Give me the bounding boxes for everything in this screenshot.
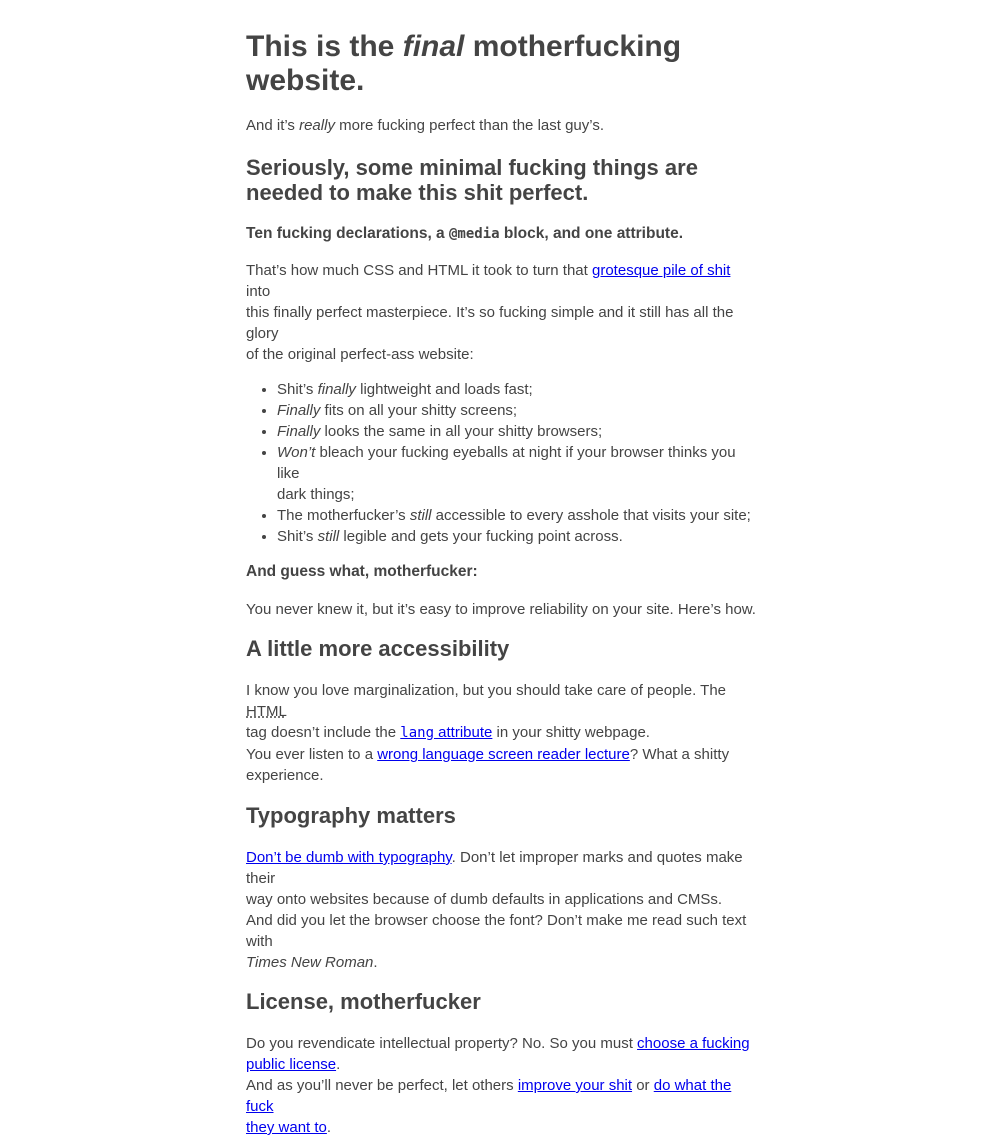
paragraph-text: into [246, 283, 271, 300]
item-text: dark things; [277, 486, 355, 503]
item-text: Shit’s [277, 528, 318, 545]
paragraph-text: of the original perfect-ass website: [246, 346, 474, 363]
list-item [277, 400, 756, 421]
never-knew-paragraph: You never knew it, but it’s easy to improve reliability on your site. Here’s how. [246, 601, 756, 618]
serious-heading [246, 155, 756, 205]
list-item [277, 442, 756, 505]
link-text: they want to [246, 1119, 327, 1136]
paragraph-text: You ever listen to a [246, 746, 378, 763]
thats-how-paragraph [246, 260, 756, 365]
license-paragraph [246, 1033, 756, 1138]
item-text: bleach your fucking eyeballs at night if your browser thinks you like [277, 444, 736, 482]
accessibility-heading: A little more accessibility [246, 636, 510, 661]
license-heading: License, motherfucker [246, 989, 481, 1014]
improve-shit-link[interactable]: improve your shit [517, 1077, 633, 1094]
item-emphasis: Finally [277, 423, 321, 440]
paragraph-text: . [336, 1056, 341, 1073]
heading-text: block, and one attribute. [499, 225, 683, 242]
lang-attribute-link[interactable] [400, 724, 492, 741]
page-title [246, 30, 756, 98]
lang-code: lang [400, 725, 434, 741]
heading-text: needed to make this shit perfect. [246, 180, 589, 205]
paragraph-text: in your shitty webpage. [492, 724, 650, 741]
paragraph-text: tag doesn’t include the [246, 724, 401, 741]
paragraph-text: . [326, 1119, 332, 1136]
title-text: motherfucking [464, 30, 682, 63]
title-emphasis: final [402, 30, 465, 63]
item-text: lightweight and loads fast; [355, 381, 533, 398]
item-text: Shit’s [277, 381, 318, 398]
intro-emphasis: really [299, 117, 335, 134]
paragraph-text: way onto websites because of dumb defaults in applications and CMSs. [246, 891, 723, 908]
link-text: do what the fuck [246, 1077, 732, 1115]
typography-paragraph [246, 847, 756, 973]
page-content [246, 0, 756, 1138]
list-item [277, 526, 756, 547]
item-text: legible and gets your fucking point across. [339, 528, 623, 545]
paragraph-text: ? What a shitty [629, 746, 730, 763]
intro-text: And it’s [246, 117, 300, 134]
paragraph-text: . [373, 954, 378, 971]
heading-text: Seriously, some minimal fucking things are [246, 155, 698, 180]
accessibility-paragraph [246, 680, 756, 786]
paragraph-text: Do you revendicate intellectual property? No. So you must [246, 1035, 638, 1052]
paragraph-text: . Don’t let improper marks and quotes make their [246, 849, 743, 887]
item-text: fits on all your shitty screens; [320, 402, 518, 419]
screen-reader-lecture-link[interactable]: wrong language screen reader lecture [377, 746, 630, 763]
item-emphasis: Won’t [277, 444, 316, 461]
media-code: @media [448, 226, 500, 242]
item-text: looks the same in all your shitty browsers; [320, 423, 603, 440]
paragraph-text: or [632, 1077, 654, 1094]
title-text: website. [246, 64, 365, 97]
link-text: choose a fucking [637, 1035, 750, 1052]
paragraph-text: this finally perfect masterpiece. It’s so fucking simple and it still has all the glory [246, 304, 734, 342]
intro-text: more fucking perfect than the last guy’s. [334, 117, 604, 134]
grotesque-pile-link[interactable]: grotesque pile of shit [592, 262, 731, 279]
link-text: attribute [434, 724, 493, 741]
paragraph-text: experience. [246, 767, 324, 784]
list-item [277, 421, 756, 442]
heading-text: Ten fucking declarations, a [246, 225, 449, 242]
features-list [246, 379, 756, 547]
guess-what-heading: And guess what, motherfucker: [246, 563, 478, 580]
item-emphasis: still [409, 507, 432, 524]
paragraph-text: I know you love marginalization, but you should take care of people. The [246, 682, 727, 699]
list-item [277, 505, 756, 526]
typography-heading: Typography matters [246, 803, 456, 828]
item-text: The motherfucker’s [277, 507, 410, 524]
item-emphasis: Finally [277, 402, 321, 419]
font-name-emphasis: Times New Roman [246, 954, 374, 971]
ten-declarations-heading [246, 224, 756, 244]
intro-paragraph [246, 115, 756, 136]
typography-link[interactable]: Don’t be dumb with typography [246, 849, 452, 866]
html-abbreviation: HTML [246, 703, 287, 720]
item-text: accessible to every asshole that visits your site; [431, 507, 751, 524]
paragraph-text: That’s how much CSS and HTML it took to turn that [246, 262, 592, 279]
list-item [277, 379, 756, 400]
item-emphasis: finally [317, 381, 356, 398]
title-text: This is the [246, 30, 403, 63]
link-text: public license [246, 1056, 337, 1073]
paragraph-text: And did you let the browser choose the font? Don’t make me read such text with [246, 912, 747, 950]
paragraph-text: And as you’ll never be perfect, let others [246, 1077, 518, 1094]
item-emphasis: still [317, 528, 340, 545]
